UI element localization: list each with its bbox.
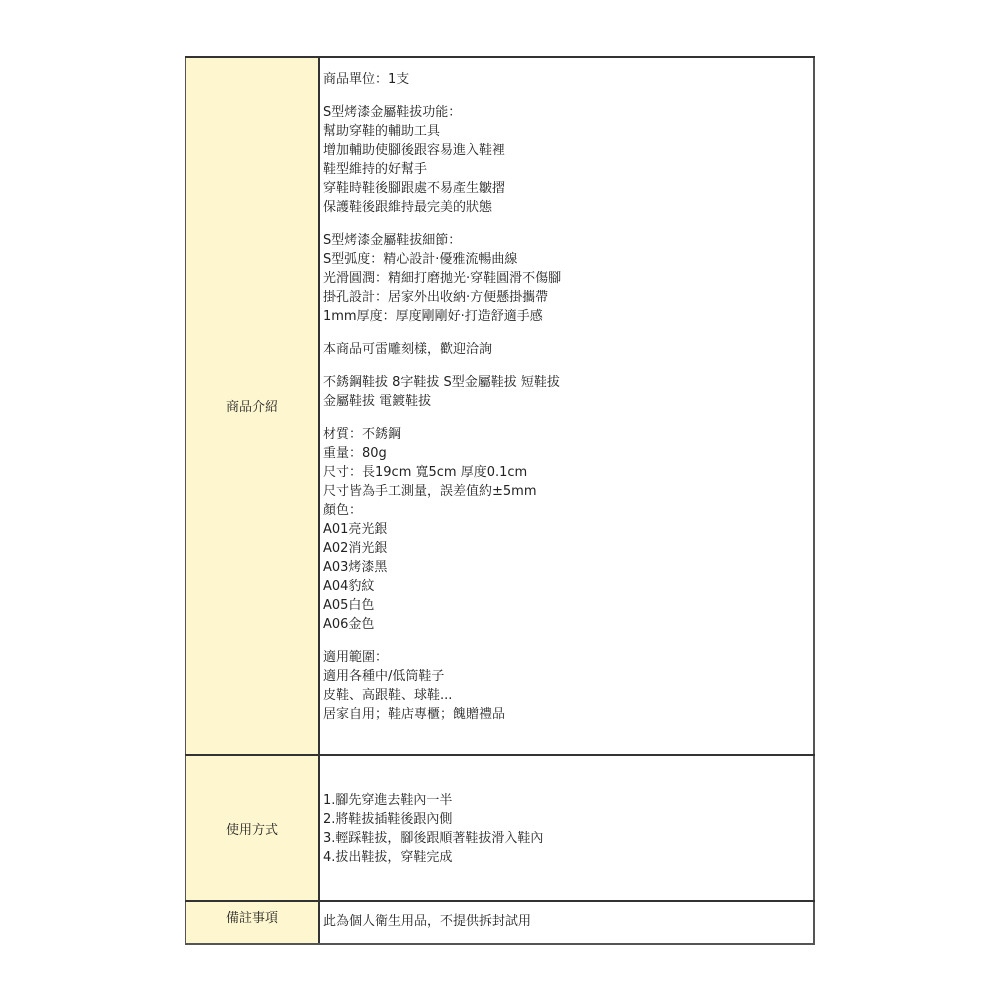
row-product-intro xyxy=(185,56,815,755)
text-line: 光滑圓潤：精細打磨拋光‧穿鞋圓滑不傷腳 xyxy=(323,271,562,286)
text-line: A06金色 xyxy=(323,617,375,632)
label-usage: 使用方式 xyxy=(185,755,320,901)
text-line: 保護鞋後跟維持最完美的狀態 xyxy=(323,200,493,215)
text-line: 適用各種中/低筒鞋子 xyxy=(323,669,445,684)
text-line: 皮鞋、高跟鞋、球鞋... xyxy=(323,688,453,703)
para-keywords xyxy=(323,373,813,411)
para-usage-range xyxy=(323,648,813,724)
text-line: S型弧度：精心設計‧優雅流暢曲線 xyxy=(323,252,518,267)
para-unit xyxy=(323,70,813,89)
text-line: 商品單位：1支 xyxy=(323,72,410,87)
table-divider xyxy=(185,754,815,756)
text-line: 本商品可雷雕刻樣，歡迎洽詢 xyxy=(323,342,493,357)
text-line: A05白色 xyxy=(323,598,375,613)
text-line: A01亮光銀 xyxy=(323,522,388,537)
table-border-bottom xyxy=(185,943,815,945)
content-notes xyxy=(320,901,815,945)
text-line: 顏色： xyxy=(323,503,363,518)
text-line: S型烤漆金屬鞋拔細節： xyxy=(323,233,462,248)
text-line: A03烤漆黑 xyxy=(323,560,388,575)
label-product-intro: 商品介紹 xyxy=(185,56,320,755)
para-function xyxy=(323,103,813,217)
text-line: 掛孔設計：居家外出收納‧方便懸掛攜帶 xyxy=(323,290,549,305)
row-usage xyxy=(185,755,815,901)
content-usage xyxy=(320,755,815,901)
text-line: 2.將鞋拔插鞋後跟內側 xyxy=(323,812,453,827)
text-line: 不銹鋼鞋拔 8字鞋拔 S型金屬鞋拔 短鞋拔 xyxy=(323,375,560,390)
text-line: 居家自用；鞋店專櫃；餽贈禮品 xyxy=(323,707,506,722)
text-line: 材質：不銹鋼 xyxy=(323,427,402,442)
text-line: 1mm厚度：厚度剛剛好‧打造舒適手感 xyxy=(323,309,543,324)
text-line: 尺寸：長19cm 寬5cm 厚度0.1cm xyxy=(323,465,528,480)
text-line: A04豹紋 xyxy=(323,579,375,594)
text-line: 1.腳先穿進去鞋內一半 xyxy=(323,793,453,808)
text-line: 幫助穿鞋的輔助工具 xyxy=(323,124,441,139)
label-notes: 備註事項 xyxy=(185,901,320,945)
table-divider xyxy=(185,900,815,902)
para-specs xyxy=(323,425,813,634)
text-line: 適用範圍： xyxy=(323,650,389,665)
row-notes xyxy=(185,901,815,945)
table-border-top xyxy=(185,56,815,58)
text-line: 尺寸皆為手工測量，誤差值約±5mm xyxy=(323,484,537,499)
text-line: 此為個人衛生用品，不提供拆封試用 xyxy=(323,914,532,929)
text-line: 4.拔出鞋拔，穿鞋完成 xyxy=(323,850,453,865)
text-line: 鞋型維持的好幫手 xyxy=(323,162,428,177)
text-line: 重量：80g xyxy=(323,446,387,461)
text-line: 3.輕踩鞋拔，腳後跟順著鞋拔滑入鞋內 xyxy=(323,831,544,846)
para-engraving xyxy=(323,340,813,359)
para-details xyxy=(323,231,813,326)
text-line: 金屬鞋拔 電鍍鞋拔 xyxy=(323,394,432,409)
content-product-intro xyxy=(320,56,815,755)
product-spec-table xyxy=(185,56,815,945)
text-line: A02消光銀 xyxy=(323,541,388,556)
text-line: 增加輔助使腳後跟容易進入鞋裡 xyxy=(323,143,506,158)
text-line: 穿鞋時鞋後腳跟處不易產生皺摺 xyxy=(323,181,506,196)
text-line: S型烤漆金屬鞋拔功能： xyxy=(323,105,462,120)
